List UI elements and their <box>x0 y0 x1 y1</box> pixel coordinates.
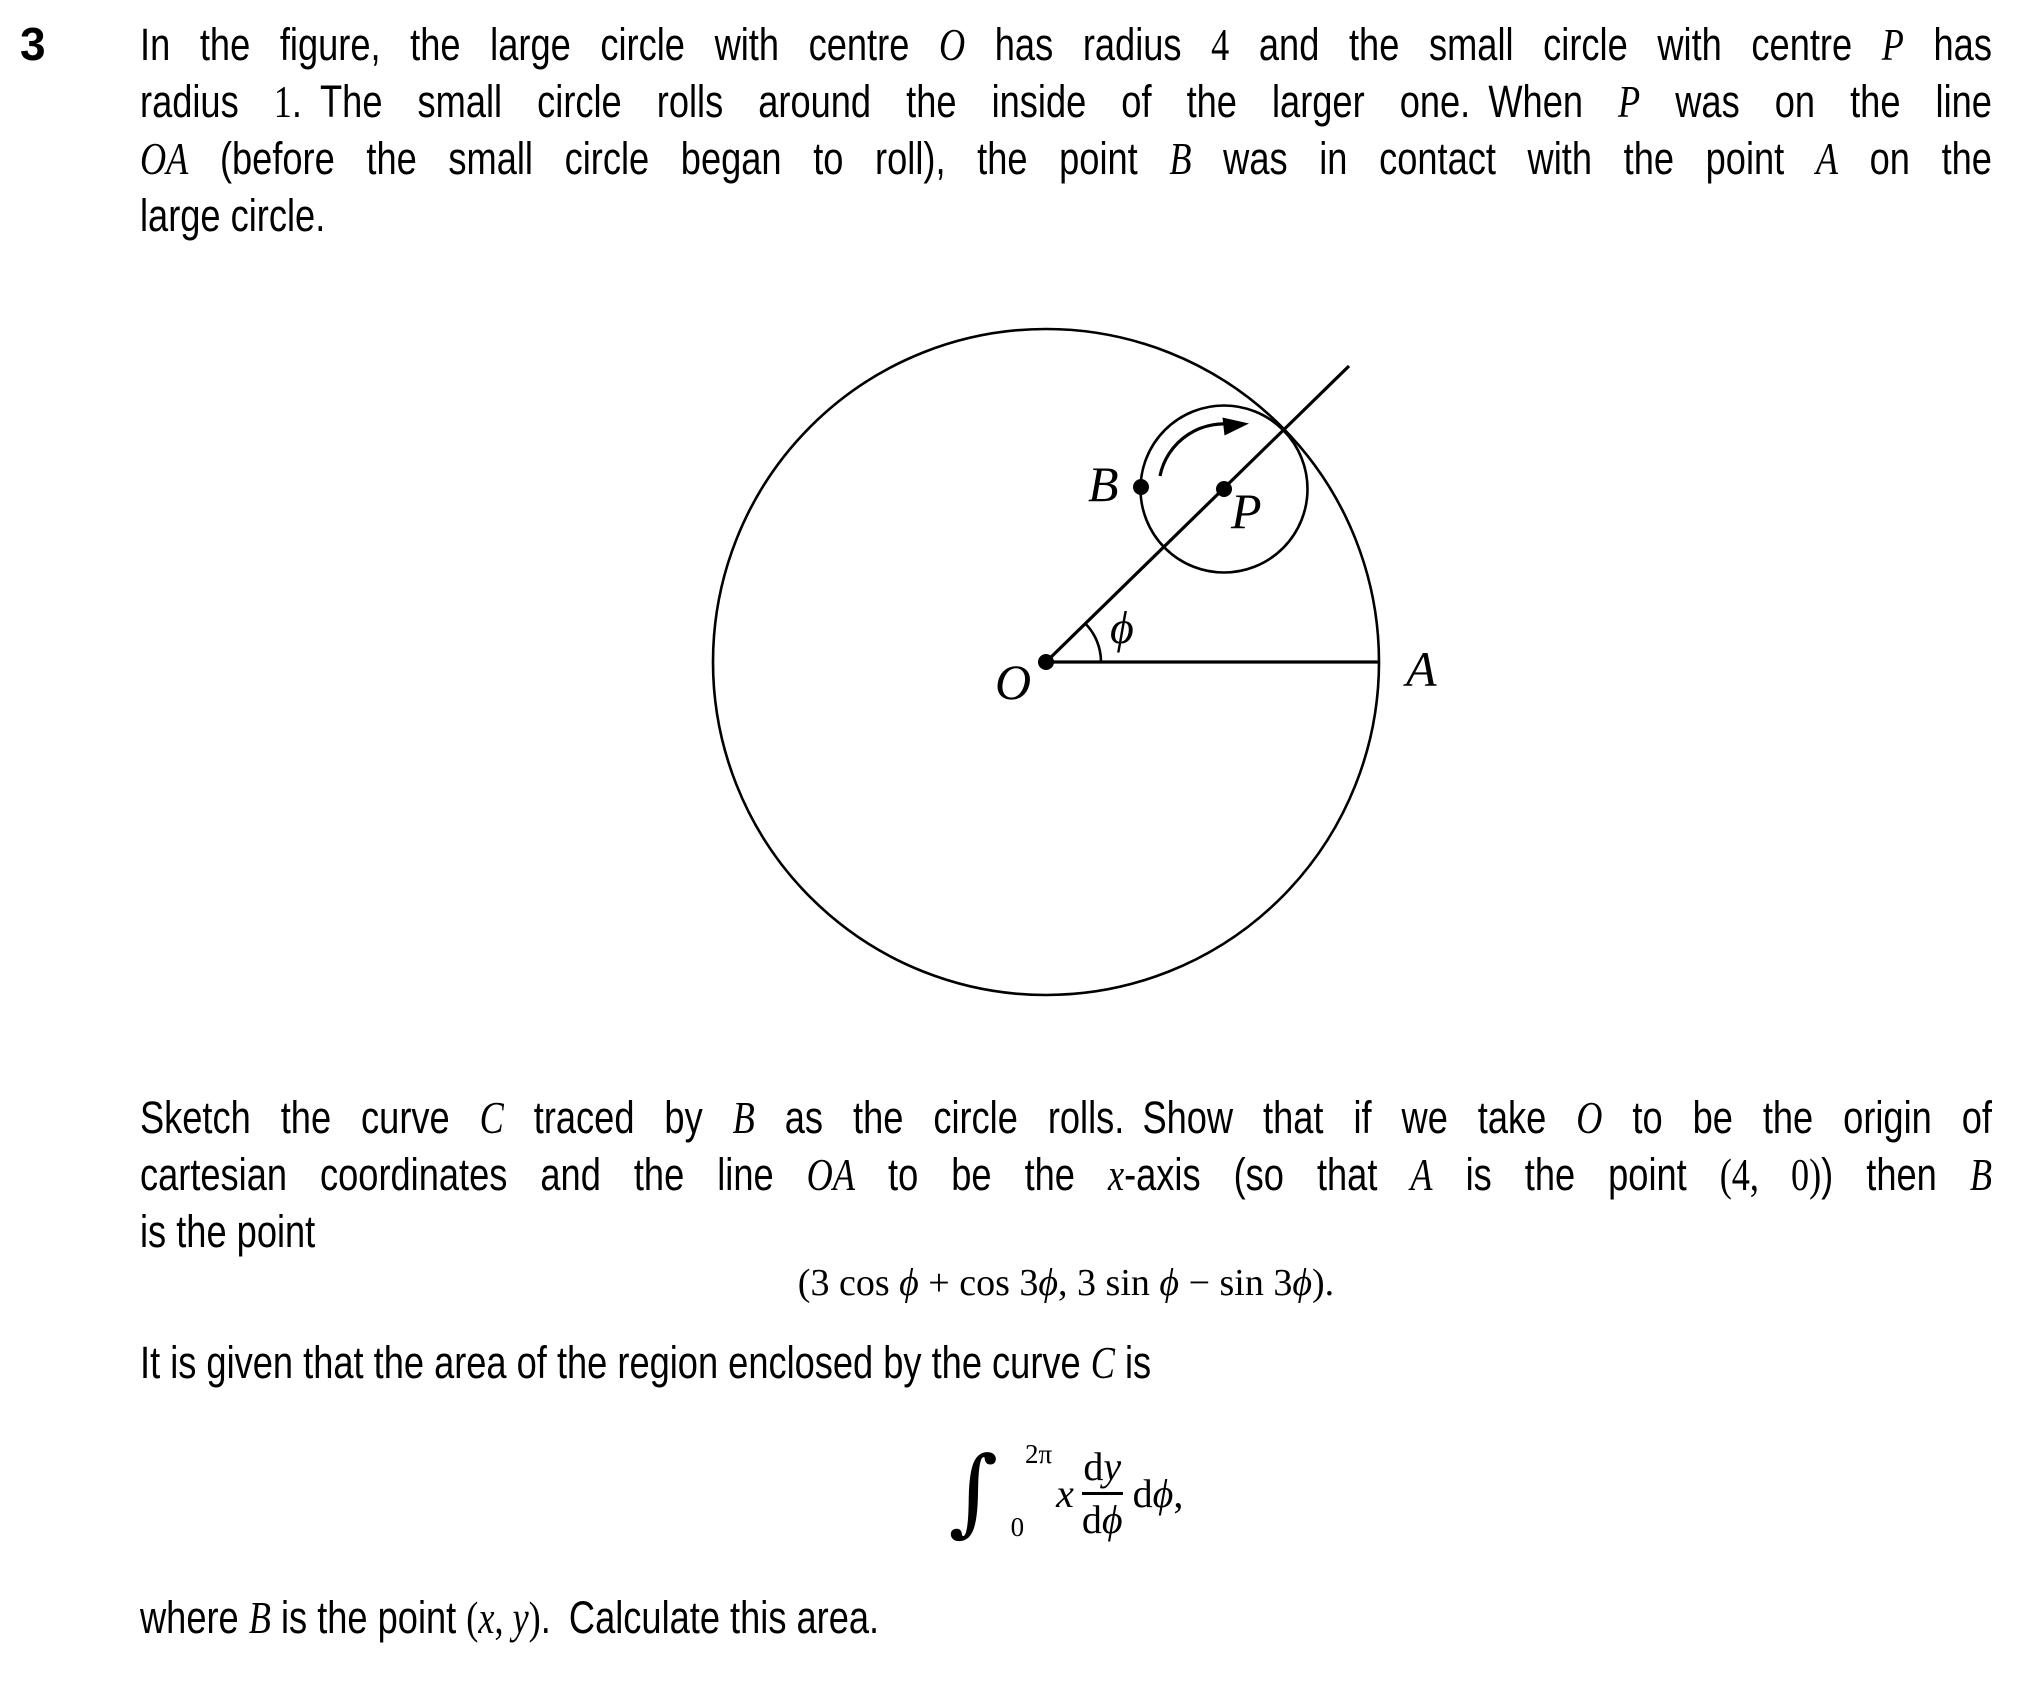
math-num: 1 <box>273 77 292 127</box>
text-run: In the figure, the large circle with centre <box>140 19 939 70</box>
text-run: ) then <box>1821 1149 1970 1200</box>
point-b-dot <box>1133 479 1149 495</box>
area-integral <box>140 1428 1992 1558</box>
math-punct: , <box>1173 1470 1184 1516</box>
geometry-figure <box>540 300 1460 1050</box>
math-var: C <box>1090 1338 1115 1388</box>
derivative-fraction <box>1081 1443 1123 1542</box>
text-run: and the small circle with centre <box>1229 19 1882 70</box>
math-var: OA <box>806 1150 855 1200</box>
text-run: is the point <box>140 1206 316 1257</box>
math-num: 4 <box>1211 20 1230 70</box>
math-var: ϕ <box>1038 1262 1059 1304</box>
text-line <box>140 1203 1992 1260</box>
math-num: (4, 0) <box>1719 1150 1822 1200</box>
math-var: B <box>248 1593 271 1643</box>
text-run: (before the small circle began to roll), the point <box>188 133 1170 184</box>
text-run: where <box>140 1592 249 1643</box>
text-run: has <box>1903 19 1992 70</box>
differential-dphi <box>1133 1470 1184 1517</box>
text-run: -axis (so that <box>1124 1149 1411 1200</box>
sketch-instruction <box>140 1089 1992 1260</box>
math-var: B <box>732 1093 755 1143</box>
text-run: large circle. <box>140 190 326 241</box>
text-run: . Calculate this area. <box>540 1592 880 1643</box>
text-run: traced by <box>503 1092 733 1143</box>
math-var: y <box>1103 1443 1122 1489</box>
math-punct: , <box>494 1593 513 1643</box>
text-run: cartesian coordinates and the line <box>140 1149 807 1200</box>
fraction-bar <box>1082 1492 1123 1495</box>
math-d: d <box>1081 1496 1102 1542</box>
text-run: to be the <box>854 1149 1108 1200</box>
text-run: is <box>1114 1337 1152 1388</box>
math-var: ϕ <box>899 1262 919 1304</box>
text-line <box>140 1146 1992 1203</box>
integral-upper-limit: 2π <box>1025 1439 1053 1470</box>
text-line <box>140 187 1992 244</box>
text-run: to be the origin of <box>1602 1092 1992 1143</box>
math-var: O <box>938 20 966 70</box>
math-var: P <box>1618 77 1641 127</box>
text-line <box>140 130 1992 187</box>
integral-sign-group <box>948 1437 1055 1548</box>
math-var: O <box>1576 1093 1603 1143</box>
math-num: (3 cos <box>797 1262 900 1304</box>
text-line <box>140 73 1992 130</box>
integral-lower-limit: 0 <box>1010 1511 1025 1542</box>
text-run: on the <box>1838 133 1992 184</box>
text-run: as the circle rolls. Show that if we take <box>754 1092 1577 1143</box>
label-p: P <box>1231 483 1262 539</box>
math-var: C <box>479 1093 504 1143</box>
math-paren: ( <box>466 1593 479 1643</box>
math-var: A <box>1410 1150 1433 1200</box>
math-d: d <box>1132 1470 1153 1516</box>
text-run: radius <box>140 76 274 127</box>
math-var: ϕ <box>1159 1262 1180 1304</box>
point-o-dot <box>1038 654 1054 670</box>
text-line <box>140 1589 1992 1646</box>
point-p-dot <box>1216 481 1232 497</box>
math-num: , 3 sin <box>1058 1262 1160 1304</box>
text-run: is the point <box>1432 1149 1720 1200</box>
math-num: − sin 3 <box>1179 1262 1293 1304</box>
integral-sign: ∫ <box>948 1437 999 1548</box>
math-var: B <box>1969 1150 1992 1200</box>
text-run: has radius <box>965 19 1212 70</box>
text-run: was on the line <box>1640 76 1992 127</box>
label-o: O <box>995 654 1032 710</box>
fraction-numerator <box>1083 1443 1122 1489</box>
text-line <box>140 16 1992 73</box>
math-var: B <box>1169 134 1192 184</box>
area-given-statement <box>140 1334 1992 1391</box>
math-var: ϕ <box>1152 1470 1174 1516</box>
math-var: y <box>512 1593 529 1643</box>
label-a: A <box>1406 641 1437 697</box>
math-var: x <box>1107 1150 1125 1200</box>
integrand-x: x <box>1056 1470 1074 1516</box>
math-var: A <box>1815 134 1839 184</box>
math-var: P <box>1881 20 1904 70</box>
parametric-point-equation <box>140 1255 1992 1312</box>
problem-statement <box>140 16 1992 244</box>
math-var: OA <box>140 134 189 184</box>
question-number: 3 <box>20 18 46 70</box>
text-run: was in contact with the point <box>1191 133 1816 184</box>
math-paren: ) <box>528 1593 541 1643</box>
label-b: B <box>1088 456 1119 512</box>
math-var: ϕ <box>1292 1262 1313 1304</box>
text-run: It is given that the area of the region enclosed by the curve <box>140 1337 1091 1388</box>
math-var: ϕ <box>1101 1496 1123 1542</box>
math-var: x <box>478 1593 495 1643</box>
fraction-denominator <box>1081 1496 1123 1542</box>
text-line <box>140 1089 1992 1146</box>
angle-phi-arc <box>1085 624 1101 662</box>
text-line <box>140 1334 1992 1391</box>
closing-instruction <box>140 1589 1992 1646</box>
math-num: ). <box>1312 1262 1335 1304</box>
math-num: + cos 3 <box>918 1262 1039 1304</box>
text-run: . The small circle rolls around the inside of the larger one. When <box>291 76 1619 127</box>
math-d: d <box>1083 1443 1104 1489</box>
text-run: Sketch the curve <box>140 1092 480 1143</box>
label-phi: ϕ <box>1110 602 1134 653</box>
rotation-arrowhead-icon <box>1223 418 1250 436</box>
text-run: is the point <box>270 1592 467 1643</box>
